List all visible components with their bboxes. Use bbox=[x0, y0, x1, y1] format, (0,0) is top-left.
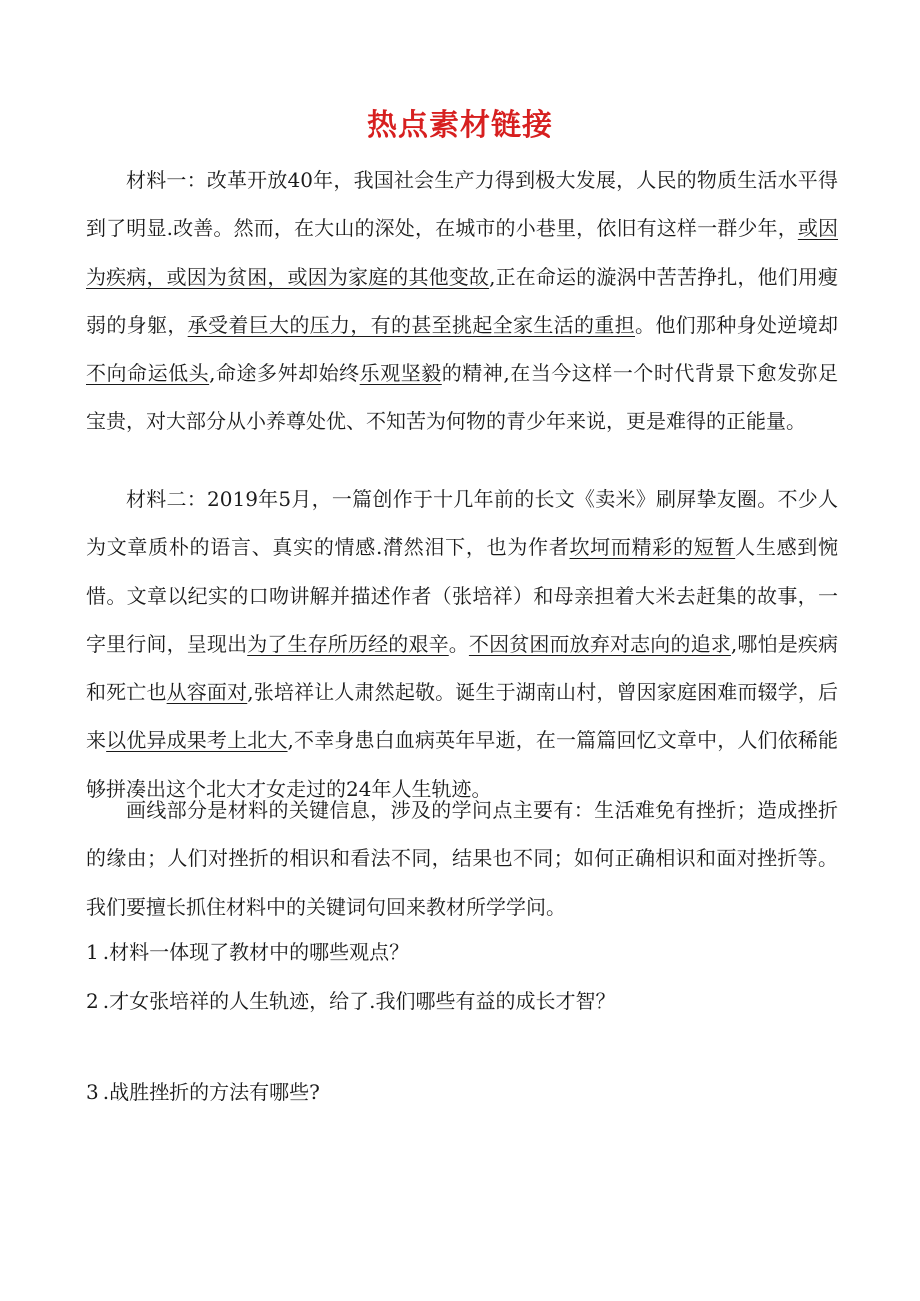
material-one-paragraph bbox=[86, 156, 838, 446]
material-two-text: ,不幸身患白血病英年早逝，在一篇篇回忆文章中，人们依稀能够拼凑出这个北大才女走过的24年人生轨迹。 bbox=[86, 728, 839, 801]
underlined-phrase: 坎坷而精彩的短暂 bbox=[569, 535, 736, 560]
underlined-phrase: 为了生存所历经的艰辛 bbox=[247, 631, 449, 656]
material-one-text: 材料一：改革开放40年，我国社会生产力得到极大发展，人民的物质生活水平得到了明显.改善。然而，在大山的深处，在城市的小巷里，依旧有这样一群少年， bbox=[86, 168, 838, 241]
question-item bbox=[86, 1077, 838, 1107]
material-two-text: ,张培祥让人肃然起敬。诞生于湖南山村，曾因家庭困难而辍学，后来 bbox=[86, 680, 839, 753]
material-two-text: 人生感到惋惜。文章以纪实的口吻讲解并描述作者（张培祥）和母亲担着大米去赶集的故事，一字里行间，呈现出 bbox=[86, 535, 839, 656]
question-text: .战胜挫折的方法有哪些? bbox=[102, 1080, 320, 1104]
analysis-paragraph: 画线部分是材料的关键信息，涉及的学问点主要有：生活难免有挫折；造成挫折的缘由；人们对挫折的相识和看法不同，结果也不同；如何正确相识和面对挫折等。我们要擅长抓住材料中的关键词句回来教材所学学问。 bbox=[86, 798, 838, 919]
underlined-phrase: 不向命运低头 bbox=[86, 361, 210, 386]
material-two-text: 材料二：2019年5月，一篇创作于十几年前的长文《卖米》刷屏挚友圈。不少人为文章质朴的语言、真实的情感.潸然泪下，也为作者 bbox=[86, 487, 838, 560]
question-item bbox=[86, 937, 838, 967]
question-number: 1 bbox=[86, 940, 99, 964]
question-text: .才女张培祥的人生轨迹，给了.我们哪些有益的成长才智？ bbox=[102, 989, 616, 1013]
underlined-phrase: 从容面对 bbox=[166, 680, 248, 705]
material-one-text: 的精神,在当今这样一个时代背景下愈发弥足宝贵，对大部分从小养尊处优、不知苦为何物的青少年来说，更是难得的正能量。 bbox=[86, 361, 839, 434]
question-item bbox=[86, 986, 838, 1016]
material-two-paragraph bbox=[86, 475, 838, 813]
underlined-phrase: 承受着巨大的压力，有的甚至挑起全家生活的重担 bbox=[187, 312, 636, 337]
material-one-text: 。他们那种身处逆境却 bbox=[635, 312, 839, 337]
question-text: .材料一体现了教材中的哪些观点？ bbox=[102, 940, 410, 964]
material-two-text: 。 bbox=[448, 631, 469, 656]
material-one-text: ,命途多舛却始终 bbox=[209, 361, 360, 386]
question-number: 2 bbox=[86, 989, 99, 1013]
underlined-phrase: 乐观坚毅 bbox=[359, 361, 442, 386]
underlined-phrase: 以优异成果考上北大 bbox=[106, 728, 288, 753]
question-number: 3 bbox=[86, 1080, 99, 1104]
underlined-phrase: 不因贫困而放弃对志向的追求 bbox=[468, 631, 731, 656]
page-title: 热点素材链接 bbox=[367, 108, 553, 143]
underlined-phrase: 或因为疾病，或因为贫困，或因为家庭的其他变故 bbox=[86, 216, 839, 289]
material-two-text: ,哪怕是疾病和死亡也 bbox=[86, 631, 839, 705]
material-one-text: ,正在命运的漩涡中苦苦挣扎，他们用瘦弱的身躯， bbox=[86, 264, 839, 337]
